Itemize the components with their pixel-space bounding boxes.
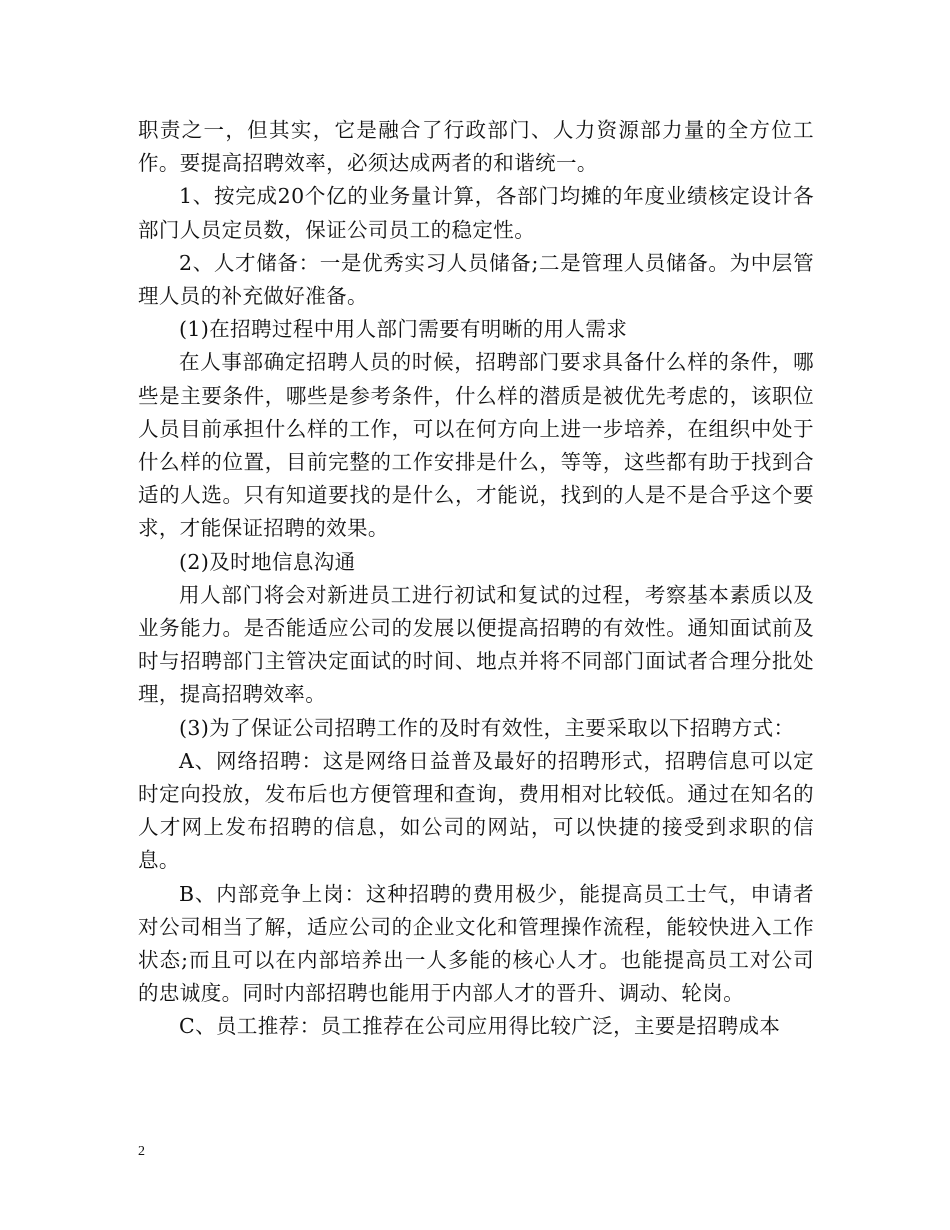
page-number: 2 [138, 1144, 145, 1159]
paragraph-3: 2、人才储备：一是优秀实习人员储备;二是管理人员储备。为中层管理人员的补充做好准备。 [138, 250, 814, 309]
paragraph-5: 在人事部确定招聘人员的时候，招聘部门要求具备什么样的条件，哪些是主要条件，哪些是参考条件，什么样的潜质是被优先考虑的，该职位人员目前承担什么样的工作，可以在何方向上进一步培养，在组织中处于什么样的位置，目前完整的工作安排是什么，等等，这些都有助于找到合适的人选。只有知道要找的是什么，才能说，找到的人是不是合乎这个要求，才能保证招聘的效果。 [138, 350, 814, 541]
paragraph-6: (2)及时地信息沟通 [179, 549, 356, 574]
document-body [138, 114, 814, 1044]
paragraph-8: (3)为了保证公司招聘工作的及时有效性，主要采取以下招聘方式： [179, 715, 795, 740]
paragraph-7: 用人部门将会对新进员工进行初试和复试的过程，考察基本素质以及业务能力。是否能适应公司的发展以便提高招聘的有效性。通知面试前及时与招聘部门主管决定面试的时间、地点并将不同部门面试者合理分批处理，提高招聘效率。 [138, 582, 814, 707]
paragraph-1: 职责之一，但其实，它是融合了行政部门、人力资源部力量的全方位工作。要提高招聘效率，必须达成两者的和谐统一。 [138, 118, 814, 176]
paragraph-10: B、内部竞争上岗：这种招聘的费用极少，能提高员工士气，申请者对公司相当了解，适应公司的企业文化和管理操作流程，能较快进入工作状态;而且可以在内部培养出一人多能的核心人才。也能提高员工对公司的忠诚度。同时内部招聘也能用于内部人才的晋升、调动、轮岗。 [138, 881, 814, 1006]
paragraph-4: (1)在招聘过程中用人部门需要有明晰的用人需求 [179, 317, 628, 342]
paragraph-11: C、员工推荐：员工推荐在公司应用得比较广泛，主要是招聘成本 [179, 1014, 781, 1039]
paragraph-9: A、网络招聘：这是网络日益普及最好的招聘形式，招聘信息可以定时定向投放，发布后也方便管理和查询，费用相对比较低。通过在知名的人才网上发布招聘的信息，如公司的网站，可以快捷的接受到求职的信息。 [138, 748, 814, 873]
paragraph-2: 1、按完成20个亿的业务量计算，各部门均摊的年度业绩核定设计各部门人员定员数，保证公司员工的稳定性。 [138, 184, 814, 242]
